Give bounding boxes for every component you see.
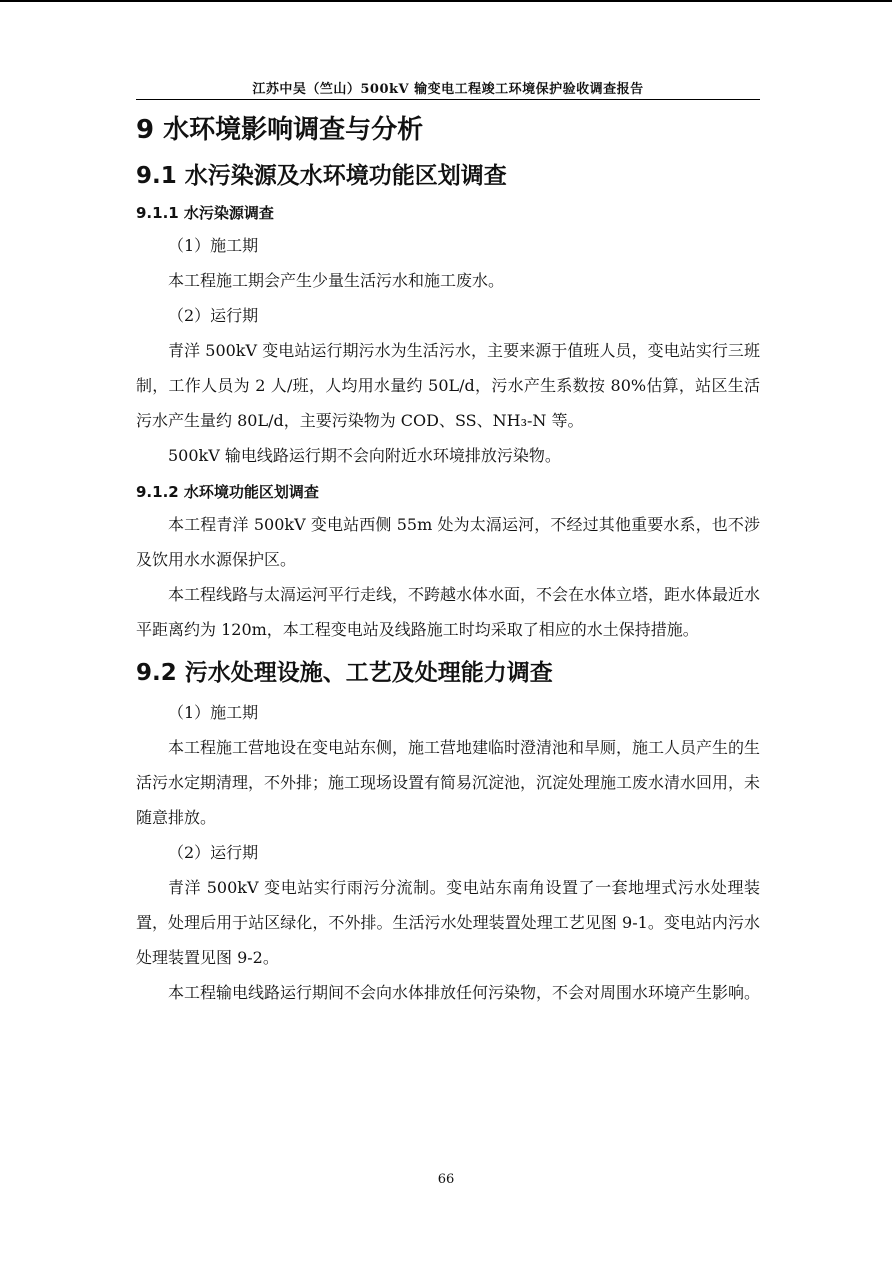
section-9-2-title: 9.2 污水处理设施、工艺及处理能力调查 bbox=[136, 660, 553, 686]
section-9-1-2-title: 9.1.2 水环境功能区划调查 bbox=[136, 483, 319, 501]
paragraph: （2）运行期 bbox=[168, 843, 259, 862]
paragraph: 本工程青洋 500kV 变电站西侧 55m 处为太滆运河，不经过其他重要水系，也不涉及饮用水水源保护区。 bbox=[136, 515, 760, 569]
chapter-title: 9 水环境影响调查与分析 bbox=[136, 115, 424, 145]
section-9-1-title: 9.1 水污染源及水环境功能区划调查 bbox=[136, 163, 507, 189]
running-header: 江苏中吴（竺山）500kV 输变电工程竣工环境保护验收调查报告 bbox=[252, 82, 644, 97]
paragraph: 本工程施工营地设在变电站东侧，施工营地建临时澄清池和旱厕，施工人员产生的生活污水定期清理，不外排；施工现场设置有简易沉淀池，沉淀处理施工废水清水回用，未随意排放。 bbox=[136, 738, 761, 827]
paragraph: 本工程施工期会产生少量生活污水和施工废水。 bbox=[168, 271, 505, 290]
paragraph: 500kV 输电线路运行期不会向附近水环境排放污染物。 bbox=[168, 446, 561, 465]
paragraph: 本工程线路与太滆运河平行走线，不跨越水体水面，不会在水体立塔，距水体最近水平距离约为 120m，本工程变电站及线路施工时均采取了相应的水土保持措施。 bbox=[136, 585, 761, 639]
paragraph: （1）施工期 bbox=[168, 703, 259, 722]
paragraph: 青洋 500kV 变电站运行期污水为生活污水，主要来源于值班人员，变电站实行三班制，工作人员为 2 人/班，人均用水量约 50L/d，污水产生系数按 80%估算，站区生活污水产生量约 80L/d，主要污染物为 COD、SS、NH₃-N 等。 bbox=[136, 341, 760, 430]
section-9-1-1-title: 9.1.1 水污染源调查 bbox=[136, 204, 274, 222]
header-rule bbox=[136, 99, 760, 100]
paragraph: （2）运行期 bbox=[168, 306, 259, 325]
top-border-line bbox=[0, 0, 892, 2]
paragraph: （1）施工期 bbox=[168, 236, 259, 255]
page-number: 66 bbox=[437, 1172, 455, 1187]
page-content bbox=[136, 106, 760, 1010]
paragraph: 青洋 500kV 变电站实行雨污分流制。变电站东南角设置了一套地埋式污水处理装置，处理后用于站区绿化，不外排。生活污水处理装置处理工艺见图 9-1。变电站内污水处理装置见图 9-2。 bbox=[136, 878, 760, 967]
paragraph: 本工程输电线路运行期间不会向水体排放任何污染物，不会对周围水环境产生影响。 bbox=[168, 983, 761, 1002]
